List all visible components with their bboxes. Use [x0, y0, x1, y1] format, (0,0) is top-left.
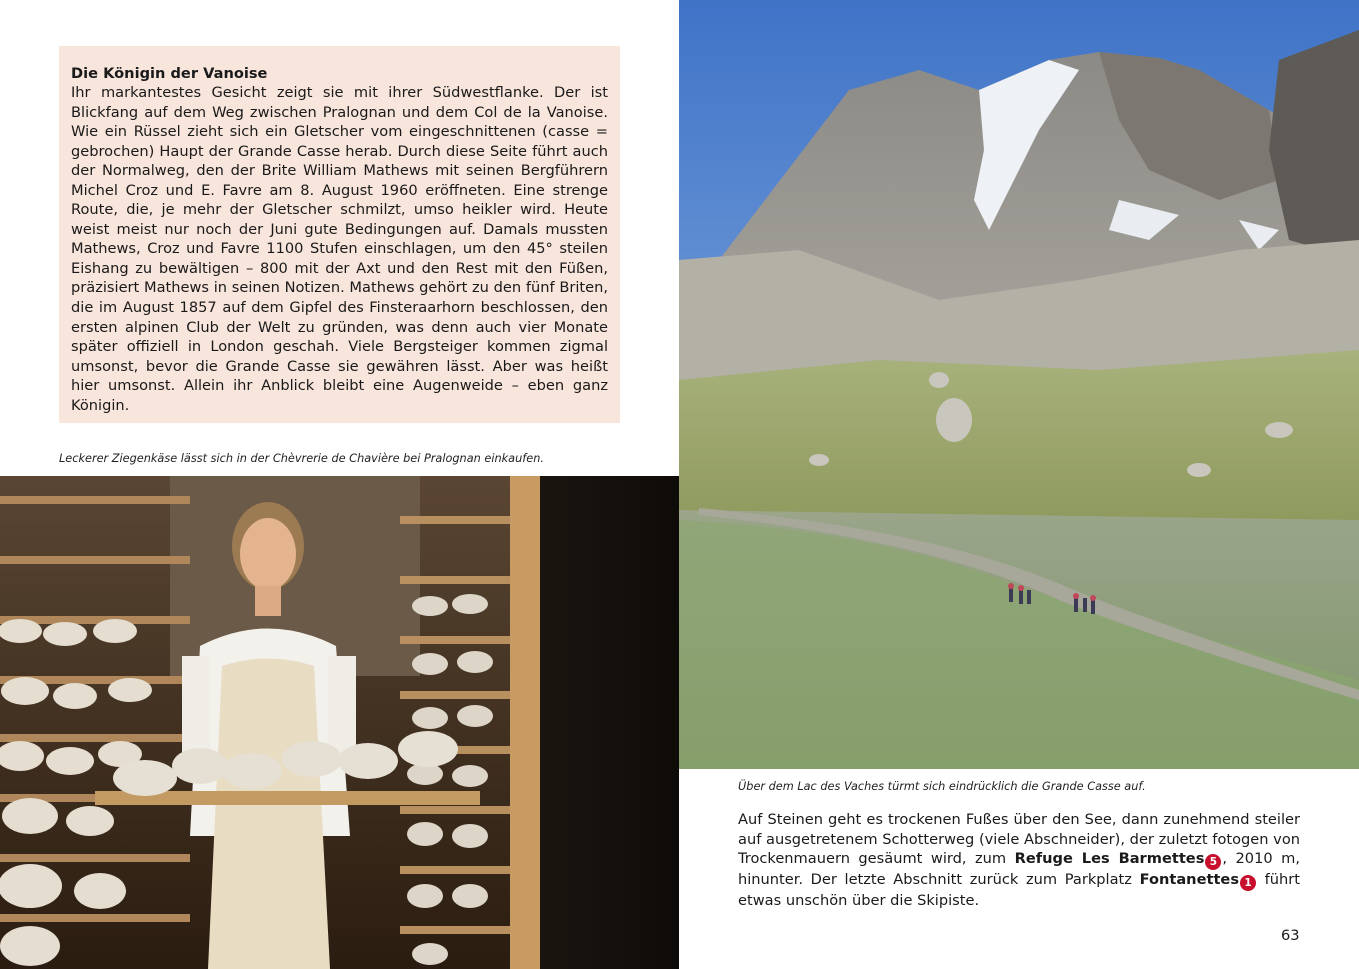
left-page	[0, 0, 679, 969]
cheese-cellar-photo	[0, 476, 679, 969]
route-text-part-2: , 2010 m, hinunter. Der letzte Abschnitt zurück zum Parkplatz	[738, 850, 1300, 888]
info-box-title: Die Königin der Vanoise	[71, 65, 268, 82]
info-box	[59, 46, 620, 423]
mountain-photo-caption: Über dem Lac des Vaches türmt sich eindrücklich die Grande Casse auf.	[738, 780, 1146, 793]
waypoint-marker-1: 1	[1240, 875, 1256, 891]
place-fontanettes: Fontanettes	[1139, 871, 1240, 888]
grande-casse-photo	[679, 0, 1359, 769]
cheese-photo-caption: Leckerer Ziegenkäse lässt sich in der Chèvrerie de Chavière bei Pralognan einkaufen.	[59, 452, 544, 465]
route-description	[738, 810, 1300, 911]
route-text-part-3: führt etwas unschön über die Skipiste.	[738, 871, 1300, 909]
waypoint-marker-5: 5	[1205, 854, 1221, 870]
right-page	[679, 0, 1359, 969]
route-text-part-1: Auf Steinen geht es trockenen Fußes über den See, dann zunehmend steiler auf ausgetretenem Schotterweg (viele Abschneider), der zuletzt fotogen von Trockenmauern gesäumt wird, zum	[738, 811, 1300, 867]
info-box-text: Ihr markantestes Gesicht zeigt sie mit ihrer Südwestflanke. Der ist Blickfang auf dem Weg zwischen Pralognan und dem Col de la Vanoise. Wie ein Rüssel zieht sich ein Gletscher vom eingeschnittenen (casse = gebrochen) Haupt der Grande Casse herab. Durch diese Seite führt auch der Normalweg, den der Brite William Mathews mit seinen Bergführern Michel Croz und E. Favre am 8. August 1960 eröffneten. Eine strenge Route, die, je mehr der Gletscher schmilzt, umso heikler wird. Heute weist meist nur noch der Juni gute Bedingungen auf. Damals mussten Mathews, Croz und Favre 1100 Stufen einschlagen, um den 45° steilen Eishang zu bewältigen – 800 mit der Axt und den Rest mit den Füßen, präzisiert Mathews in seinen Notizen. Mathews gehört zu den fünf Briten, die im August 1857 auf dem Gipfel des Finsteraarhorn beschlossen, den ersten alpinen Club der Welt zu gründen, was denn auch vier Monate später offiziell in London geschah. Viele Bergsteiger kommen zigmal umsonst, bevor die Grande Casse sie gewähren lässt. Aber was heißt hier umsonst. Allein ihr Anblick bleibt eine Augenweide – eben ganz Königin.	[71, 84, 608, 414]
page-number: 63	[1281, 927, 1300, 944]
place-refuge-les-barmettes: Refuge Les Barmettes	[1014, 850, 1205, 867]
